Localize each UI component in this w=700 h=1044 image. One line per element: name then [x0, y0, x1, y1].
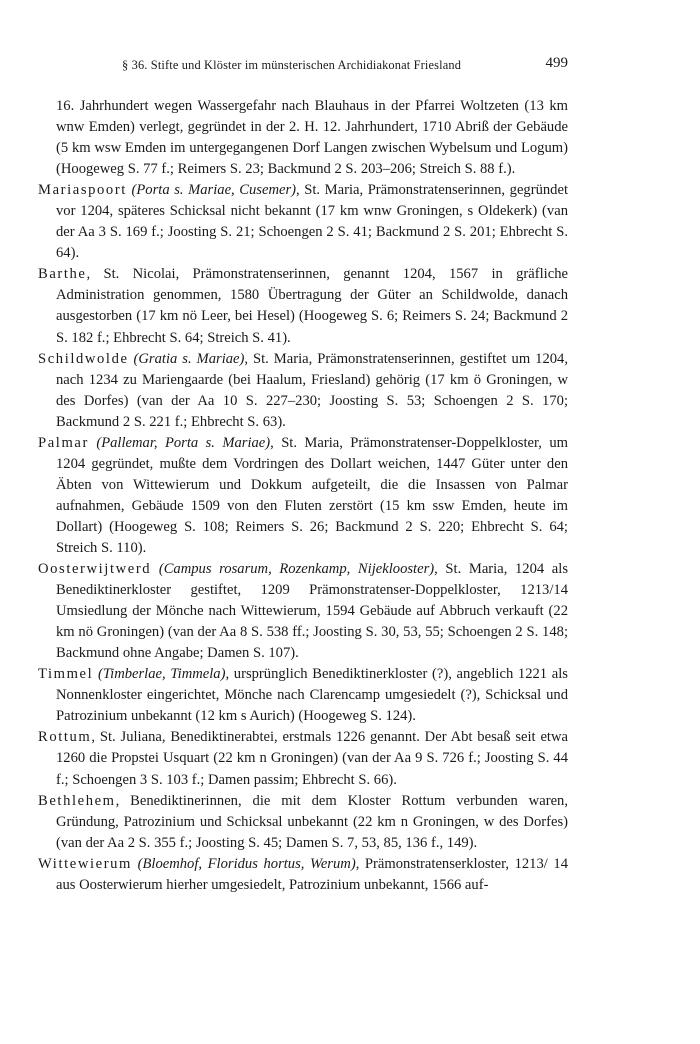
entry-bethlehem — [38, 791, 568, 854]
latin-names: (Campus rosarum, Rozenkamp, Nijeklooster) — [158, 561, 435, 578]
entry-rottum — [38, 727, 568, 790]
entry-wittewierum — [38, 854, 568, 896]
monastery-name: Rottum — [38, 729, 92, 746]
entry-continuation — [38, 96, 568, 180]
latin-names: (Porta s. Mariae, Cusemer) — [131, 182, 297, 199]
body-text — [38, 96, 568, 896]
entry-text: , Benediktinerinnen, die mit dem Kloster Rottum verbunden waren, Gründung, Patrozinium und Schicksal unbekannt (22 km n Groningen, w des Dorfes) (van der Aa 2 S. 355 f.; Joosting S. 45; Damen S. 7, 53, 85, 136 f., 149). — [56, 792, 568, 851]
entry-oosterwijtwerd — [38, 559, 568, 664]
monastery-name: Bethlehem — [38, 792, 116, 809]
entry-text: , ursprünglich Benediktinerkloster (?), angeblich 1221 als Nonnenkloster eingerichtet, Mönche nach Clarencamp umgesiedelt (?), Schicksal und Patrozinium unbekannt (12 km s Aurich) (Hoogeweg S. 124). — [56, 666, 568, 725]
entry-palmar — [38, 433, 568, 559]
latin-names: (Gratia s. Mariae) — [133, 350, 245, 367]
page-number: 499 — [545, 55, 568, 71]
entry-text: , St. Maria, Prämonstratenserinnen, gestiftet um 1204, nach 1234 zu Mariengaarde (bei Haalum, Friesland) gehörig (17 km ö Groningen, w des Dorfes) (van der Aa 10 S. 227–230; Joosting S. 53; Schoengen 2 S. 170; Backmund 2 S. 221 f.; Ehbrecht S. 63). — [56, 350, 568, 430]
running-head: § 36. Stifte und Klöster im münsterischen Archidiakonat Friesland — [122, 58, 462, 72]
entry-timmel — [38, 664, 568, 727]
entry-text: 16. Jahrhundert wegen Wassergefahr nach Blauhaus in der Pfarrei Woltzeten (13 km wnw Emden) verlegt, gegründet in der 2. H. 12. Jahrhundert, 1710 Abriß der Gebäude (5 km wsw Emden im untergegangenen Dorf Langen zwischen Wybelsum und Logum) (Hoogeweg S. 77 f.; Reimers S. 23; Backmund 2 S. 203–206; Streich S. 88 f.). — [56, 98, 568, 178]
monastery-name: Oosterwijtwerd — [38, 561, 152, 578]
latin-names: (Timberlae, Timmela) — [97, 666, 226, 683]
monastery-name: Mariaspoort — [38, 182, 127, 199]
page-header — [122, 56, 568, 76]
entry-text: , Prämonstratenserkloster, 1213/ 14 aus Oosterwierum hierher umgesiedelt, Patrozinium unbekannt, 1566 auf- — [56, 855, 569, 893]
latin-names: (Bloemhof, Floridus hortus, Werum) — [137, 855, 356, 872]
entry-text: , St. Nicolai, Prämonstratenserinnen, genannt 1204, 1567 in gräfliche Administration genommen, 1580 Übertragung der Güter an Schildwolde, danach ausgestorben (17 km nö Leer, bei Hesel) (Hoogeweg S. 6; Reimers S. 24; Backmund 2 S. 182 f.; Ehbrecht S. 64; Streich S. 41). — [56, 266, 568, 346]
monastery-name: Palmar — [38, 434, 89, 451]
monastery-name: Schildwolde — [38, 350, 129, 367]
entry-barthe — [38, 264, 568, 348]
entry-schildwolde — [38, 349, 568, 433]
entry-text: , St. Maria, Prämonstratenserinnen, gegründet vor 1204, späteres Schicksal nicht bekannt (17 km wnw Groningen, s Oldekerk) (van der Aa 3 S. 169 f.; Joosting S. 21; Schoengen 2 S. 41; Backmund 2 S. 201; Ehbrecht S. 64). — [56, 182, 568, 262]
monastery-name: Timmel — [38, 666, 94, 683]
entry-mariaspoort — [38, 180, 568, 264]
entry-text: , St. Maria, Prämonstratenser-Doppelkloster, um 1204 gegründet, mußte dem Vordringen des Dollart weichen, 1447 Güter unter den Äbten von Wittewierum und Dokkum aufgeteilt, die die Insassen von Palmar aufnahmen, Gebäude 1509 von den Fluten zerstört (15 km ssw Emden, heute im Dollart) (Hoogeweg S. 108; Reimers S. 26; Backmund 2 S. 220; Ehbrecht S. 64; Streich S. 110). — [56, 434, 568, 556]
entry-text: , St. Maria, 1204 als Benediktinerkloster gestiftet, 1209 Prämonstratenser-Doppelkloster, 1213/14 Umsiedlung der Mönche nach Wittewierum, 1594 Gebäude auf Abbruch verkauft (22 km nö Groningen) (van der Aa 8 S. 538 ff.; Joosting S. 30, 53, 55; Schoengen 2 S. 148; Backmund ohne Angabe; Damen S. 107). — [56, 561, 569, 662]
monastery-name: Barthe — [38, 266, 87, 283]
monastery-name: Wittewierum — [38, 855, 133, 872]
entry-text: , St. Juliana, Benediktinerabtei, erstmals 1226 genannt. Der Abt besaß seit etwa 1260 die Propstei Usquart (22 km n Groningen) (van der Aa 9 S. 726 f.; Joosting S. 44 f.; Schoengen 3 S. 103 f.; Damen passim; Ehbrecht S. 66). — [56, 729, 568, 788]
latin-names: (Pallemar, Porta s. Mariae) — [96, 434, 271, 451]
